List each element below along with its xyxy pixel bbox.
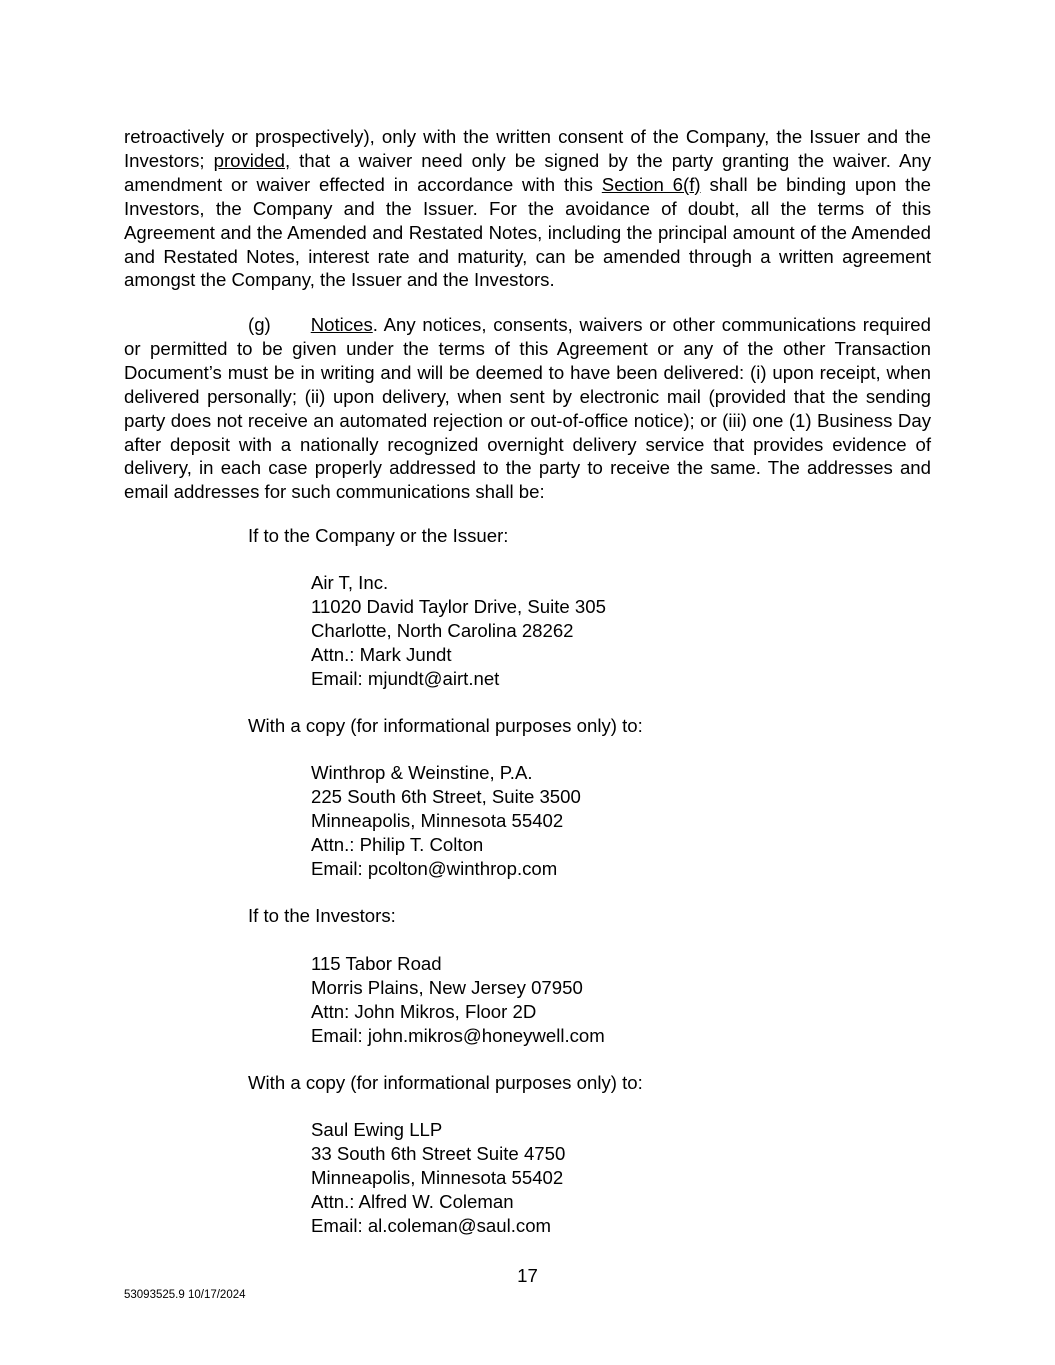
section-g-label: (g) — [248, 314, 271, 335]
address-line: 11020 David Taylor Drive, Suite 305 — [311, 595, 606, 617]
company-copy-address-block — [311, 761, 581, 881]
address-line: Air T, Inc. — [311, 572, 389, 593]
investors-address-block — [311, 952, 605, 1048]
notices-heading: Notices — [310, 314, 373, 335]
section-g-notices — [124, 313, 931, 504]
address-line: Attn.: Mark Jundt — [311, 643, 452, 665]
section-f-text-1: retroactively or prospectively), only with the written consent of the Company, the Issuer and the Investors; — [124, 126, 931, 171]
address-line: 225 South 6th Street, Suite 3500 — [311, 785, 581, 807]
address-line: Attn: John Mikros, Floor 2D — [311, 1000, 537, 1022]
copy-intro-investors: With a copy (for informational purposes only) to: — [248, 1072, 643, 1093]
address-line: Attn.: Philip T. Colton — [311, 833, 484, 855]
section-6f-reference: Section 6(f) — [601, 173, 701, 195]
investors-copy-address-block — [311, 1118, 565, 1238]
page-number: 17 — [517, 1265, 538, 1286]
address-line: Morris Plains, New Jersey 07950 — [311, 976, 583, 998]
investors-intro: If to the Investors: — [248, 905, 396, 926]
address-line: Winthrop & Weinstine, P.A. — [311, 762, 533, 783]
address-line: 115 Tabor Road — [311, 953, 442, 974]
address-line: 33 South 6th Street Suite 4750 — [311, 1142, 566, 1164]
address-line: Attn.: Alfred W. Coleman — [311, 1190, 514, 1212]
company-intro: If to the Company or the Issuer: — [248, 525, 509, 546]
email-line: Email: mjundt@airt.net — [311, 667, 500, 689]
company-address-block — [311, 571, 606, 691]
address-line: Minneapolis, Minnesota 55402 — [311, 1166, 564, 1188]
address-line: Minneapolis, Minnesota 55402 — [311, 809, 564, 831]
copy-intro-company: With a copy (for informational purposes only) to: — [248, 715, 643, 736]
address-line: Charlotte, North Carolina 28262 — [311, 619, 574, 641]
email-line: Email: pcolton@winthrop.com — [311, 857, 558, 879]
section-f-text-2: that a waiver need only be signed by the party granting the waiver. Any amendment or waiver effected in accordance with this — [124, 149, 931, 195]
document-id: 53093525.9 10/17/2024 — [124, 1289, 246, 1301]
notices-text: . Any notices, consents, waivers or other communications required or permitted to be given under the terms of this Agreement or any of the other Transaction Document’s must be in writing and will be deemed to have been delivered: (i) upon receipt, when delivered personally; (ii) upon delivery, when sent by electronic mail (provided that the sending party does not receive an automated rejection or out-of-office notice); or (iii) one (1) Business Day after deposit with a nationally recognized overnight delivery service that provides evidence of delivery, in each case properly addressed to the party to receive the same. The addresses and email addresses for such communications shall be: — [124, 314, 931, 503]
address-line: Saul Ewing LLP — [311, 1119, 443, 1140]
email-line: Email: al.coleman@saul.com — [311, 1214, 552, 1236]
email-line: Email: john.mikros@honeywell.com — [311, 1024, 605, 1046]
section-f-continuation — [124, 125, 931, 292]
provided-term: provided, — [213, 149, 291, 171]
section-f-text-3: shall be binding upon the Investors, the Company and the Issuer. For the avoidance of doubt, all the terms of this Agreement and the Amended and Restated Notes, including the principal amount of the Amended and Restated Notes, interest rate and maturity, can be amended through a written agreement amongst the Company, the Issuer and the Investors. — [124, 173, 932, 291]
